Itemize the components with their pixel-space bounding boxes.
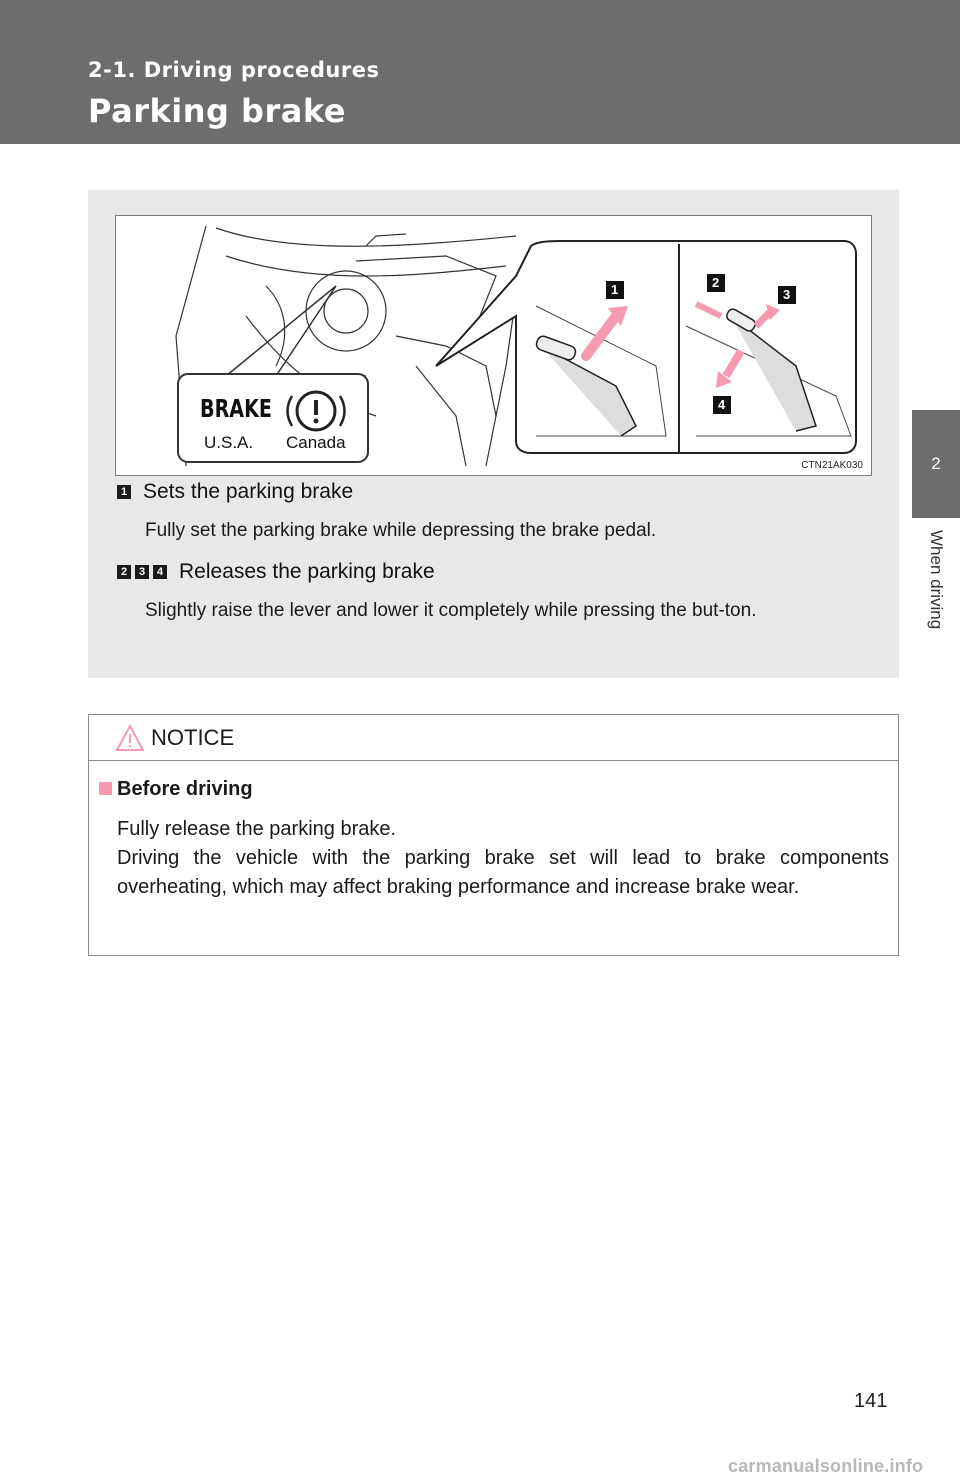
step-badge-2: 2 <box>117 565 131 579</box>
callout-2: 2 <box>712 275 720 290</box>
region-usa-label: U.S.A. <box>204 433 254 452</box>
notice-item-title: Before driving <box>117 778 253 800</box>
brake-indicator-text: BRAKE <box>200 394 272 423</box>
step-release-brake <box>117 560 435 584</box>
callout-1: 1 <box>611 282 619 297</box>
step-set-brake <box>117 480 353 504</box>
callout-4: 4 <box>718 397 726 412</box>
figure-code: CTN21AK030 <box>801 460 863 471</box>
step-badge-4: 4 <box>153 565 167 579</box>
notice-line-1: Fully release the parking brake. <box>117 818 397 840</box>
step-title: Releases the parking brake <box>179 560 435 584</box>
notice-item-heading <box>99 778 253 801</box>
bullet-square-icon <box>99 782 112 795</box>
page-number: 141 <box>854 1390 888 1412</box>
notice-line-2: Driving the vehicle with the parking brake set will lead to brake components overheating, which may affect braking performance and increase brake wear. <box>117 847 889 898</box>
section-label: 2-1. Driving procedures <box>88 58 380 82</box>
notice-box <box>88 714 899 956</box>
callout-3: 3 <box>783 287 791 302</box>
step-description: Slightly raise the lever and lower it completely while pressing the but-ton. <box>145 600 757 621</box>
chapter-label: When driving <box>927 530 946 630</box>
region-canada-label: Canada <box>286 433 346 452</box>
notice-title: NOTICE <box>151 725 235 750</box>
parking-brake-illustration <box>115 215 872 476</box>
step-description: Fully set the parking brake while depressing the brake pedal. <box>145 520 657 541</box>
warning-triangle-icon <box>115 724 145 752</box>
watermark: carmanualsonline.info <box>728 1456 924 1476</box>
page-title: Parking brake <box>88 92 346 130</box>
notice-body <box>117 815 889 902</box>
page-header <box>0 0 960 144</box>
step-badge-3: 3 <box>135 565 149 579</box>
lever-detail-panel <box>436 241 856 453</box>
step-badge-1: 1 <box>117 485 131 499</box>
step-title: Sets the parking brake <box>143 480 354 504</box>
notice-header <box>89 715 898 761</box>
chapter-tab[interactable]: 2 <box>912 410 960 518</box>
